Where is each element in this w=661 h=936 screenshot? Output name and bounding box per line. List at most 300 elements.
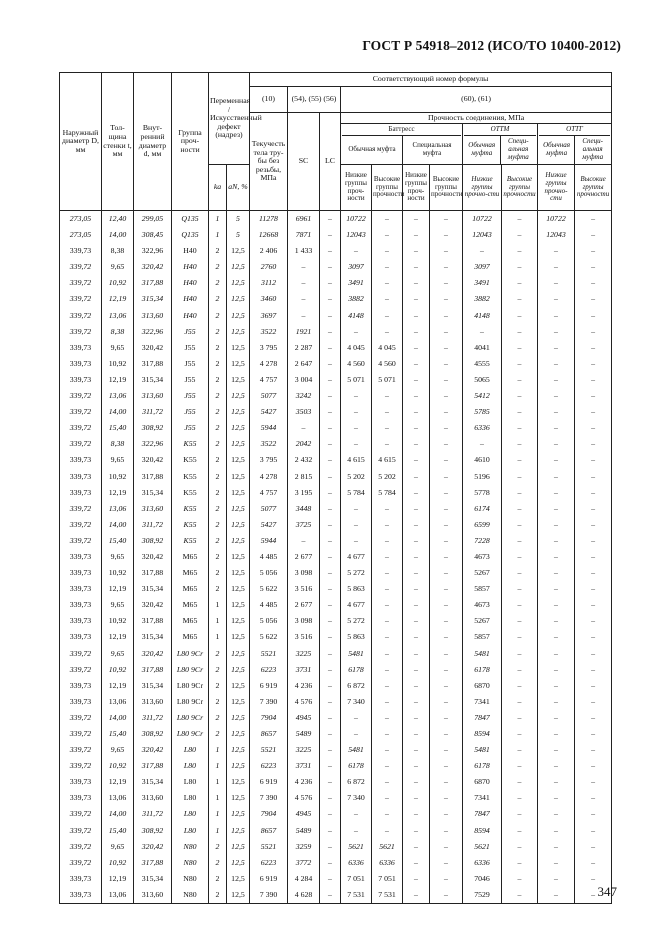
table-cell: –: [538, 485, 575, 501]
table-cell: –: [372, 565, 403, 581]
table-row: [60, 420, 612, 436]
table-cell: 12,5: [227, 581, 250, 597]
table-cell: –: [320, 678, 341, 694]
table-cell: –: [463, 324, 502, 340]
table-cell: 3491: [463, 275, 502, 291]
table-cell: 10,92: [102, 613, 134, 629]
table-row: [60, 501, 612, 517]
table-cell: 339,73: [60, 871, 102, 887]
table-cell: –: [575, 710, 612, 726]
header-special-coupling: Специальная муфта: [412, 141, 452, 157]
table-cell: 3772: [288, 855, 320, 871]
table-cell: 4 677: [341, 549, 372, 565]
table-cell: K55: [172, 436, 209, 452]
table-row: [60, 726, 612, 742]
table-cell: K55: [172, 517, 209, 533]
table-cell: –: [320, 275, 341, 291]
table-cell: –: [430, 308, 463, 324]
table-cell: 317,88: [134, 469, 172, 485]
table-cell: –: [403, 404, 430, 420]
table-cell: 5481: [341, 646, 372, 662]
table-row: [60, 388, 612, 404]
table-cell: 5 863: [341, 581, 372, 597]
table-cell: –: [320, 839, 341, 855]
table-cell: M65: [172, 597, 209, 613]
table-cell: 12668: [250, 227, 288, 243]
table-cell: –: [320, 517, 341, 533]
table-cell: 5857: [463, 581, 502, 597]
table-cell: –: [575, 501, 612, 517]
table-cell: 12,5: [227, 646, 250, 662]
table-cell: 3097: [463, 259, 502, 275]
table-cell: –: [430, 227, 463, 243]
table-cell: –: [575, 806, 612, 822]
table-cell: 5427: [250, 517, 288, 533]
table-cell: –: [575, 790, 612, 806]
table-cell: 7904: [250, 710, 288, 726]
table-cell: 339,72: [60, 710, 102, 726]
table-cell: 315,34: [134, 871, 172, 887]
table-cell: –: [403, 388, 430, 404]
table-cell: –: [403, 629, 430, 645]
table-cell: –: [575, 871, 612, 887]
table-cell: –: [430, 275, 463, 291]
table-cell: 322,96: [134, 324, 172, 340]
table-cell: –: [538, 871, 575, 887]
table-cell: –: [502, 243, 538, 259]
table-cell: –: [575, 887, 612, 904]
header-ottm-low: Низкие группы прочно-сти: [463, 165, 502, 211]
table-cell: –: [538, 710, 575, 726]
table-cell: 4 576: [288, 790, 320, 806]
table-cell: –: [430, 388, 463, 404]
table-row: [60, 758, 612, 774]
table-row: [60, 549, 612, 565]
table-cell: –: [502, 790, 538, 806]
table-cell: –: [430, 340, 463, 356]
header-ka: ka: [209, 165, 227, 211]
table-cell: –: [430, 211, 463, 228]
table-cell: –: [538, 565, 575, 581]
table-cell: –: [502, 485, 538, 501]
table-cell: 273,05: [60, 211, 102, 228]
table-cell: 2: [209, 404, 227, 420]
table-cell: 5267: [463, 565, 502, 581]
table-cell: 3 516: [288, 629, 320, 645]
table-cell: 1921: [288, 324, 320, 340]
table-cell: 7529: [463, 887, 502, 904]
table-cell: 3 795: [250, 340, 288, 356]
table-cell: 4945: [288, 710, 320, 726]
table-row: [60, 597, 612, 613]
table-cell: –: [320, 694, 341, 710]
table-cell: 5196: [463, 469, 502, 485]
table-cell: 11278: [250, 211, 288, 228]
table-cell: –: [430, 533, 463, 549]
table-cell: –: [575, 565, 612, 581]
table-cell: –: [430, 710, 463, 726]
table-cell: –: [538, 404, 575, 420]
table-cell: –: [575, 308, 612, 324]
table-cell: –: [538, 629, 575, 645]
table-cell: –: [372, 404, 403, 420]
table-cell: 5489: [288, 823, 320, 839]
table-cell: 311,72: [134, 806, 172, 822]
table-cell: 2760: [250, 259, 288, 275]
table-cell: –: [320, 549, 341, 565]
table-cell: 315,34: [134, 774, 172, 790]
table-cell: –: [502, 420, 538, 436]
table-cell: 5 202: [341, 469, 372, 485]
table-row: [60, 436, 612, 452]
table-cell: –: [575, 839, 612, 855]
table-cell: L80 9Cr: [172, 662, 209, 678]
table-cell: –: [320, 340, 341, 356]
table-cell: 4041: [463, 340, 502, 356]
table-cell: 5: [227, 211, 250, 228]
table-cell: 339,73: [60, 678, 102, 694]
table-cell: 339,73: [60, 613, 102, 629]
table-cell: –: [372, 388, 403, 404]
table-cell: –: [502, 324, 538, 340]
table-cell: –: [502, 517, 538, 533]
table-cell: 2: [209, 549, 227, 565]
table-cell: 12,5: [227, 597, 250, 613]
table-cell: 2: [209, 501, 227, 517]
table-cell: 320,42: [134, 646, 172, 662]
table-row: [60, 517, 612, 533]
table-cell: –: [403, 324, 430, 340]
table-cell: –: [575, 823, 612, 839]
table-cell: 12,5: [227, 324, 250, 340]
header-formula-60: (60), (61): [341, 87, 612, 113]
table-cell: 3882: [463, 291, 502, 307]
table-row: [60, 742, 612, 758]
table-cell: 6178: [341, 758, 372, 774]
table-cell: –: [320, 291, 341, 307]
table-cell: 5621: [463, 839, 502, 855]
table-cell: 6178: [341, 662, 372, 678]
table-cell: –: [538, 646, 575, 662]
table-cell: 4 677: [341, 597, 372, 613]
table-cell: 2: [209, 275, 227, 291]
table-cell: 8657: [250, 726, 288, 742]
table-cell: 2: [209, 662, 227, 678]
table-cell: –: [430, 565, 463, 581]
table-cell: 3882: [341, 291, 372, 307]
table-cell: –: [372, 581, 403, 597]
table-cell: 2: [209, 324, 227, 340]
table-cell: –: [575, 404, 612, 420]
table-cell: 3 098: [288, 565, 320, 581]
table-cell: 8,38: [102, 436, 134, 452]
table-cell: 4 628: [288, 887, 320, 904]
table-cell: 6336: [341, 855, 372, 871]
table-cell: –: [502, 565, 538, 581]
table-cell: 7 390: [250, 694, 288, 710]
table-cell: –: [430, 581, 463, 597]
table-cell: –: [575, 340, 612, 356]
table-cell: 12,5: [227, 806, 250, 822]
table-cell: –: [575, 388, 612, 404]
table-cell: –: [320, 662, 341, 678]
table-cell: H40: [172, 243, 209, 259]
table-cell: –: [538, 742, 575, 758]
table-cell: 339,72: [60, 855, 102, 871]
table-cell: –: [502, 340, 538, 356]
table-cell: –: [502, 694, 538, 710]
table-cell: 9,65: [102, 340, 134, 356]
table-cell: –: [403, 823, 430, 839]
table-cell: –: [575, 613, 612, 629]
header-special-low-groups: Низкие группы проч-ности: [403, 165, 430, 211]
table-cell: –: [403, 662, 430, 678]
table-cell: –: [372, 275, 403, 291]
table-cell: 6 919: [250, 774, 288, 790]
table-cell: 12,5: [227, 340, 250, 356]
table-cell: 12,40: [102, 211, 134, 228]
table-cell: –: [502, 710, 538, 726]
table-cell: –: [430, 646, 463, 662]
table-cell: 339,73: [60, 549, 102, 565]
table-cell: 339,72: [60, 324, 102, 340]
table-cell: K55: [172, 501, 209, 517]
header-ottm-high: Высокие группы прочности: [502, 165, 538, 211]
table-cell: 2: [209, 710, 227, 726]
table-cell: 5857: [463, 629, 502, 645]
table-cell: –: [502, 308, 538, 324]
table-cell: –: [341, 420, 372, 436]
table-cell: –: [320, 452, 341, 468]
table-cell: 2: [209, 372, 227, 388]
table-cell: 308,92: [134, 726, 172, 742]
table-cell: 4 284: [288, 871, 320, 887]
table-cell: 9,65: [102, 259, 134, 275]
table-cell: 6178: [463, 662, 502, 678]
table-cell: –: [502, 597, 538, 613]
table-cell: 5944: [250, 420, 288, 436]
table-cell: –: [430, 356, 463, 372]
table-cell: 339,72: [60, 517, 102, 533]
table-cell: 12,5: [227, 372, 250, 388]
table-cell: 5785: [463, 404, 502, 420]
table-cell: 3503: [288, 404, 320, 420]
table-cell: 12,5: [227, 308, 250, 324]
table-cell: 2: [209, 340, 227, 356]
table-cell: –: [502, 806, 538, 822]
table-cell: –: [502, 372, 538, 388]
table-cell: –: [463, 243, 502, 259]
table-cell: 3731: [288, 662, 320, 678]
table-cell: 1: [209, 790, 227, 806]
table-cell: –: [341, 517, 372, 533]
table-cell: 7341: [463, 694, 502, 710]
table-cell: –: [430, 501, 463, 517]
table-cell: 4 576: [288, 694, 320, 710]
table-cell: –: [538, 678, 575, 694]
table-row: [60, 581, 612, 597]
table-cell: 12,5: [227, 710, 250, 726]
table-cell: –: [403, 565, 430, 581]
table-cell: 5077: [250, 388, 288, 404]
table-cell: 308,92: [134, 420, 172, 436]
table-cell: 273,05: [60, 227, 102, 243]
table-cell: 3259: [288, 839, 320, 855]
table-cell: –: [538, 855, 575, 871]
table-cell: 12,5: [227, 839, 250, 855]
table-cell: 7 051: [341, 871, 372, 887]
table-cell: J55: [172, 388, 209, 404]
table-cell: M65: [172, 549, 209, 565]
table-cell: –: [575, 372, 612, 388]
table-cell: 12,5: [227, 533, 250, 549]
table-cell: 5 863: [341, 629, 372, 645]
table-cell: –: [288, 275, 320, 291]
table-cell: 3242: [288, 388, 320, 404]
table-cell: –: [430, 790, 463, 806]
table-cell: 7 340: [341, 790, 372, 806]
table-cell: –: [320, 823, 341, 839]
table-cell: 5 272: [341, 613, 372, 629]
table-cell: 12,5: [227, 694, 250, 710]
table-cell: –: [430, 694, 463, 710]
table-cell: 7904: [250, 806, 288, 822]
table-cell: –: [372, 597, 403, 613]
table-cell: –: [538, 581, 575, 597]
table-cell: 12,5: [227, 436, 250, 452]
table-cell: 8594: [463, 823, 502, 839]
table-cell: –: [575, 742, 612, 758]
table-cell: 339,73: [60, 581, 102, 597]
table-cell: 8,38: [102, 243, 134, 259]
table-cell: 339,72: [60, 742, 102, 758]
table-cell: 4 278: [250, 469, 288, 485]
table-cell: –: [320, 485, 341, 501]
table-cell: –: [320, 243, 341, 259]
table-cell: –: [403, 694, 430, 710]
header-ottg-label: ОТТГ: [539, 124, 610, 136]
table-cell: 5412: [463, 388, 502, 404]
table-cell: –: [320, 597, 341, 613]
table-cell: 3 004: [288, 372, 320, 388]
table-cell: –: [575, 517, 612, 533]
table-cell: 3097: [341, 259, 372, 275]
table-cell: 7 531: [341, 887, 372, 904]
table-cell: 8657: [250, 823, 288, 839]
table-cell: 315,34: [134, 629, 172, 645]
table-cell: –: [538, 887, 575, 904]
table-cell: 3522: [250, 436, 288, 452]
table-cell: 299,05: [134, 211, 172, 228]
table-cell: 311,72: [134, 404, 172, 420]
table-cell: –: [575, 420, 612, 436]
header-imperfection: Переменная /Искусственный дефект (надрез): [209, 73, 250, 165]
table-cell: –: [502, 533, 538, 549]
table-cell: 5 784: [341, 485, 372, 501]
table-cell: –: [403, 597, 430, 613]
table-cell: 6336: [372, 855, 403, 871]
table-cell: 1: [209, 806, 227, 822]
table-cell: –: [372, 823, 403, 839]
table-cell: –: [538, 372, 575, 388]
table-cell: 339,72: [60, 404, 102, 420]
table-cell: M65: [172, 613, 209, 629]
table-cell: –: [288, 420, 320, 436]
table-cell: –: [288, 291, 320, 307]
table-cell: –: [341, 710, 372, 726]
table-cell: 320,42: [134, 839, 172, 855]
table-row: [60, 275, 612, 291]
table-cell: 2: [209, 291, 227, 307]
table-cell: 4 236: [288, 678, 320, 694]
table-cell: –: [538, 420, 575, 436]
table-cell: 7847: [463, 710, 502, 726]
table-cell: –: [372, 613, 403, 629]
table-cell: –: [320, 742, 341, 758]
table-cell: –: [372, 501, 403, 517]
table-cell: M65: [172, 581, 209, 597]
table-cell: 339,72: [60, 501, 102, 517]
table-cell: 13,06: [102, 388, 134, 404]
table-cell: –: [403, 372, 430, 388]
table-cell: 5 056: [250, 565, 288, 581]
table-cell: –: [403, 469, 430, 485]
table-cell: J55: [172, 420, 209, 436]
table-cell: –: [372, 646, 403, 662]
pipe-strength-table: [59, 72, 612, 904]
table-cell: 13,06: [102, 501, 134, 517]
table-cell: –: [538, 726, 575, 742]
header-ottg-special: Специ-альная муфта: [582, 137, 604, 161]
table-cell: 311,72: [134, 710, 172, 726]
table-cell: –: [430, 436, 463, 452]
table-cell: 6 919: [250, 871, 288, 887]
table-cell: –: [430, 806, 463, 822]
table-cell: J55: [172, 404, 209, 420]
table-cell: –: [403, 742, 430, 758]
table-cell: 313,60: [134, 388, 172, 404]
table-cell: –: [372, 227, 403, 243]
table-row: [60, 533, 612, 549]
table-cell: 339,72: [60, 420, 102, 436]
table-cell: –: [502, 581, 538, 597]
header-ottm: [463, 124, 538, 165]
table-cell: –: [320, 790, 341, 806]
table-cell: 7 390: [250, 790, 288, 806]
table-cell: –: [341, 806, 372, 822]
table-cell: 12,5: [227, 871, 250, 887]
table-cell: 3 795: [250, 452, 288, 468]
table-cell: 313,60: [134, 308, 172, 324]
table-cell: –: [320, 581, 341, 597]
table-row: [60, 823, 612, 839]
table-cell: –: [538, 436, 575, 452]
table-cell: –: [372, 259, 403, 275]
table-cell: 5 071: [341, 372, 372, 388]
table-cell: 315,34: [134, 291, 172, 307]
table-cell: –: [538, 243, 575, 259]
table-cell: 339,72: [60, 839, 102, 855]
table-cell: 12,5: [227, 662, 250, 678]
table-cell: 15,40: [102, 823, 134, 839]
table-cell: 2 677: [288, 549, 320, 565]
table-cell: 5 071: [372, 372, 403, 388]
table-cell: N80: [172, 855, 209, 871]
table-cell: 339,73: [60, 629, 102, 645]
table-cell: –: [403, 758, 430, 774]
table-cell: –: [430, 452, 463, 468]
table-cell: 2: [209, 855, 227, 871]
